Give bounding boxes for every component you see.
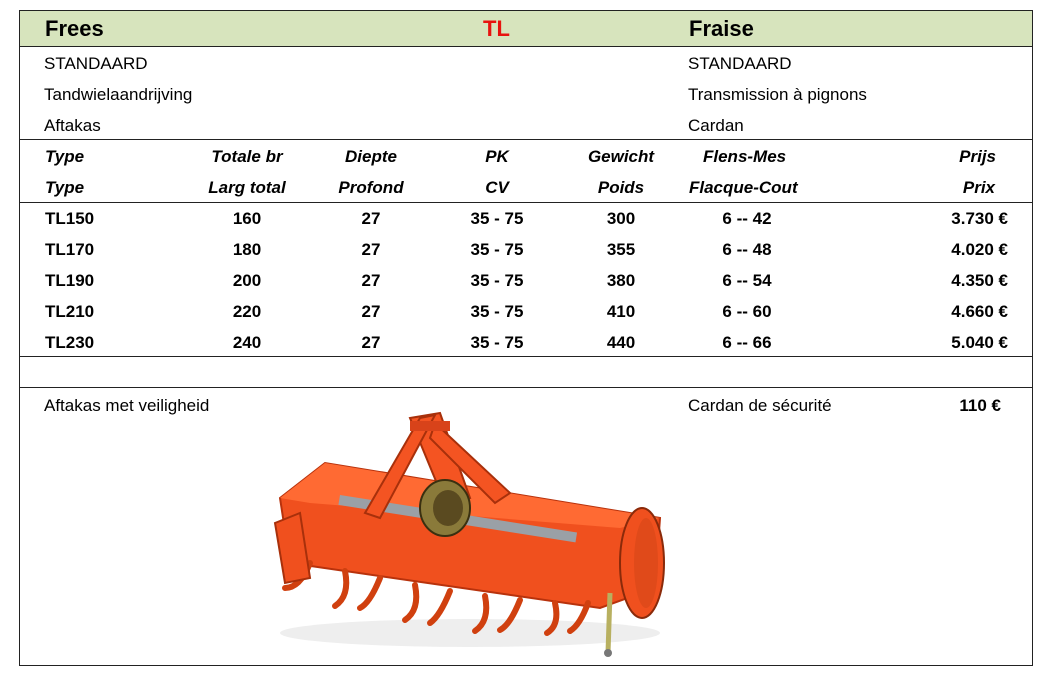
cell-type: TL190	[45, 271, 95, 290]
cell-type: TL210	[45, 302, 95, 321]
col-header-depth-fr: Profond	[338, 178, 404, 197]
cell-depth: 27	[361, 302, 381, 321]
col-header-hp-nl: PK	[485, 147, 509, 166]
col-header-width-nl: Totale br	[211, 147, 283, 166]
info-fr-standard: STANDAARD	[688, 54, 792, 73]
cell-depth: 27	[361, 333, 381, 352]
cell-flange: 6 -- 66	[722, 333, 772, 352]
cell-price: 3.730 €	[951, 209, 1008, 228]
col-header-width-fr: Larg total	[208, 178, 286, 197]
cell-depth: 27	[361, 209, 381, 228]
cell-depth: 27	[361, 271, 381, 290]
col-header-type-nl: Type	[45, 147, 85, 166]
col-header-depth-nl: Diepte	[345, 147, 397, 166]
col-header-flange-fr: Flacque-Cout	[689, 178, 798, 197]
title-french: Fraise	[689, 16, 754, 41]
col-header-hp-fr: CV	[485, 178, 509, 197]
cell-hp: 35 - 75	[470, 240, 524, 259]
cell-hp: 35 - 75	[470, 333, 524, 352]
cell-weight: 300	[606, 209, 636, 228]
col-header-type-fr: Type	[45, 178, 85, 197]
cell-width: 180	[232, 240, 262, 259]
cell-hp: 35 - 75	[470, 209, 524, 228]
cell-price: 4.350 €	[951, 271, 1008, 290]
cell-type: TL170	[45, 240, 95, 259]
cell-hp: 35 - 75	[470, 302, 524, 321]
col-header-price-nl: Prijs	[959, 147, 996, 166]
info-nl-drive: Tandwielaandrijving	[44, 85, 193, 104]
cell-hp: 35 - 75	[470, 271, 524, 290]
cell-width: 220	[232, 302, 262, 321]
cell-depth: 27	[361, 240, 381, 259]
cell-weight: 440	[606, 333, 636, 352]
divider	[20, 356, 1032, 357]
cell-price: 4.020 €	[951, 240, 1008, 259]
cell-type: TL230	[45, 333, 95, 352]
rotary-tiller-image	[270, 403, 675, 659]
cell-flange: 6 -- 48	[722, 240, 772, 259]
col-header-price-fr: Prix	[962, 178, 995, 197]
title-dutch: Frees	[45, 16, 104, 41]
col-header-weight-fr: Poids	[597, 178, 645, 197]
cell-price: 4.660 €	[951, 302, 1008, 321]
cell-flange: 6 -- 42	[722, 209, 772, 228]
option-price: 110 €	[959, 396, 1001, 415]
cell-type: TL150	[45, 209, 95, 228]
cell-weight: 380	[606, 271, 636, 290]
cell-flange: 6 -- 54	[722, 271, 772, 290]
cell-weight: 410	[606, 302, 636, 321]
title-bar	[20, 11, 1032, 47]
divider	[20, 139, 1032, 140]
cell-width: 240	[232, 333, 262, 352]
info-nl-pto: Aftakas	[44, 116, 101, 135]
option-label-fr: Cardan de sécurité	[688, 396, 832, 415]
divider	[20, 202, 1032, 203]
divider	[20, 387, 1032, 388]
title-model: TL	[483, 16, 510, 41]
cell-price: 5.040 €	[951, 333, 1008, 352]
cell-weight: 355	[606, 240, 636, 259]
price-sheet	[19, 10, 1033, 666]
info-fr-pto: Cardan	[688, 116, 744, 135]
info-fr-drive: Transmission à pignons	[688, 85, 867, 104]
option-label-nl: Aftakas met veiligheid	[44, 396, 210, 415]
col-header-weight-nl: Gewicht	[587, 147, 655, 166]
info-nl-standard: STANDAARD	[44, 54, 148, 73]
col-header-flange-nl: Flens-Mes	[703, 147, 787, 166]
cell-width: 160	[232, 209, 262, 228]
cell-flange: 6 -- 60	[722, 302, 772, 321]
cell-width: 200	[232, 271, 262, 290]
